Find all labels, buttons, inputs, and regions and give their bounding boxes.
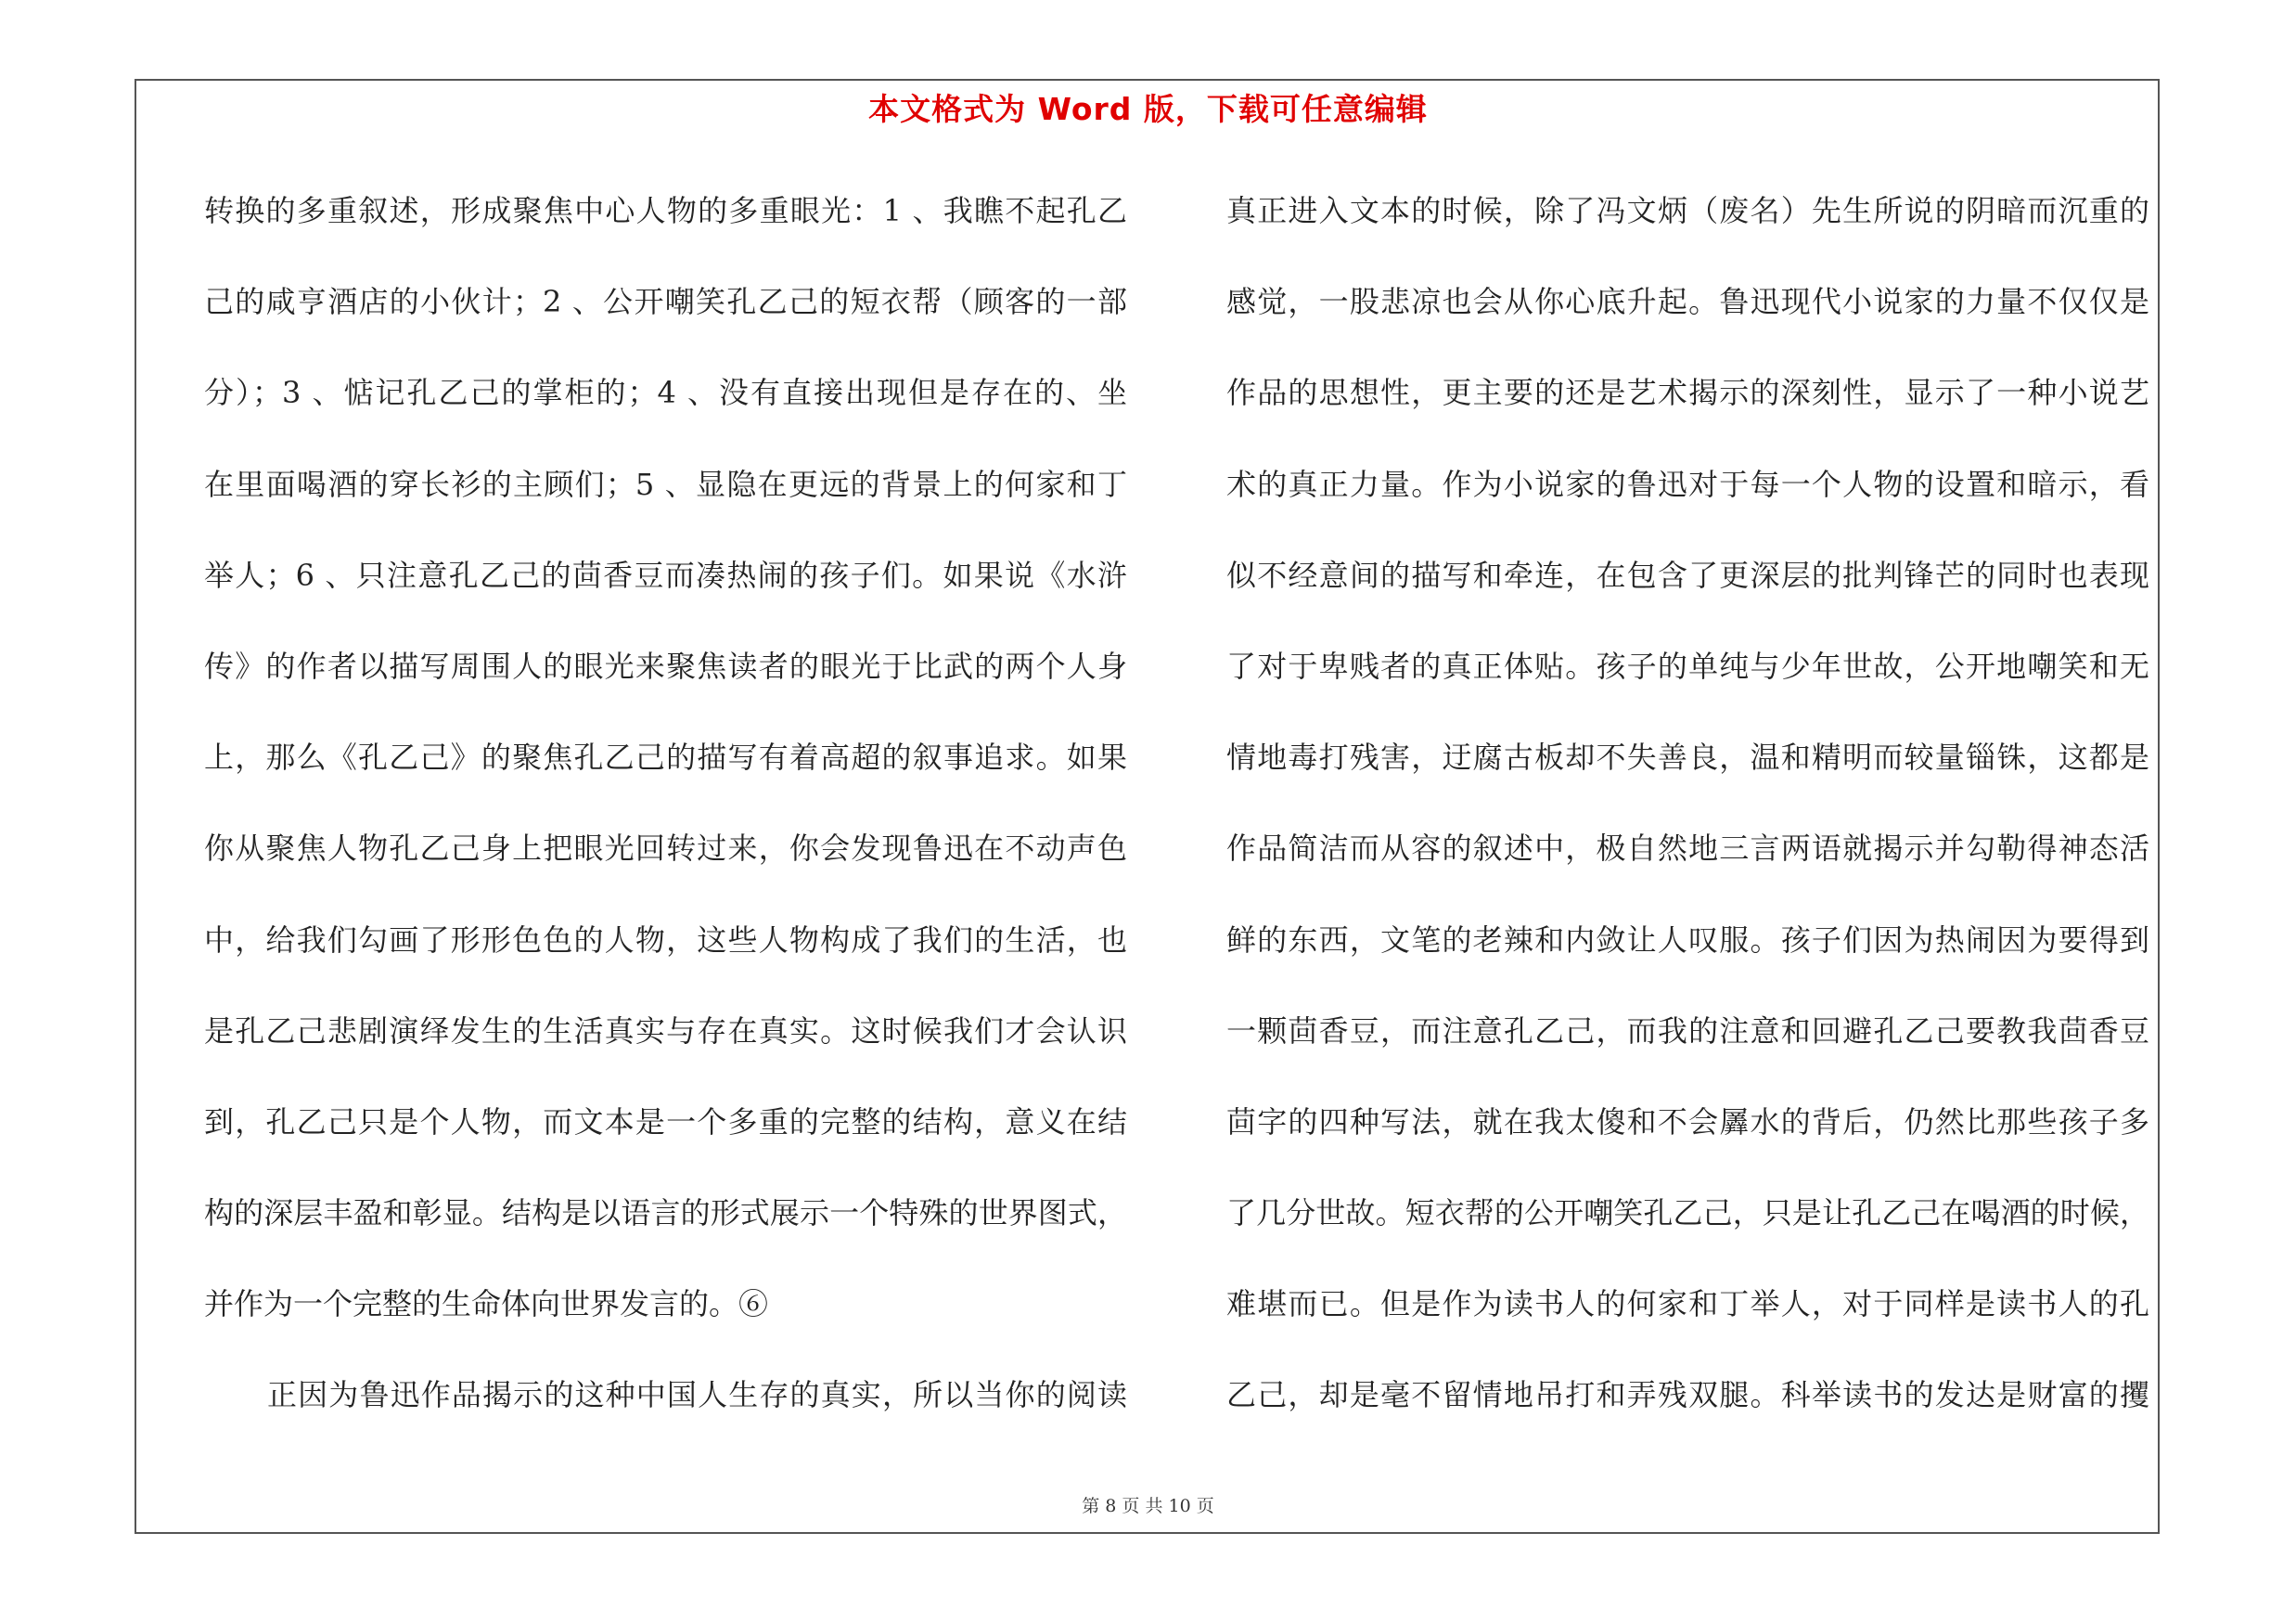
text-line: 茴字的四种写法，就在我太傻和不会羼水的背后，仍然比那些孩子多 bbox=[1226, 1103, 2149, 1140]
text-line: 难堪而已。但是作为读书人的何家和丁举人，对于同样是读书人的孔 bbox=[1226, 1286, 2149, 1322]
text-line: 传》的作者以描写周围人的眼光来聚焦读者的眼光于比武的两个人身 bbox=[204, 648, 1127, 684]
text-line: 并作为一个完整的生命体向世界发言的。⑥ bbox=[204, 1286, 769, 1322]
text-line: 真正进入文本的时候，除了冯文炳（废名）先生所说的阴暗而沉重的 bbox=[1226, 193, 2149, 228]
text-line: 了几分世故。短衣帮的公开嘲笑孔乙己，只是让孔乙己在喝酒的时候， bbox=[1226, 1195, 2149, 1231]
text-line: 举人；6 、只注意孔乙己的茴香豆而凑热闹的孩子们。如果说《水浒 bbox=[204, 557, 1127, 593]
header-banner: 本文格式为 Word 版，下载可任意编辑 bbox=[868, 91, 1428, 127]
text-line: 鲜的东西，文笔的老辣和内敛让人叹服。孩子们因为热闹因为要得到 bbox=[1226, 921, 2149, 958]
paragraph-first-line: 正因为鲁迅作品揭示的这种中国人生存的真实，所以当你的阅读 bbox=[267, 1377, 1127, 1413]
text-line: 感觉，一股悲凉也会从你心底升起。鲁迅现代小说家的力量不仅仅是 bbox=[1226, 284, 2149, 320]
text-line: 术的真正力量。作为小说家的鲁迅对于每一个人物的设置和暗示，看 bbox=[1226, 466, 2149, 502]
text-line: 是孔乙己悲剧演绎发生的生活真实与存在真实。这时候我们才会认识 bbox=[204, 1012, 1127, 1049]
text-line: 中，给我们勾画了形形色色的人物，这些人物构成了我们的生活，也 bbox=[204, 921, 1127, 958]
text-line: 分）；3 、惦记孔乙己的掌柜的；4 、没有直接出现但是存在的、坐 bbox=[204, 375, 1127, 411]
text-line: 构的深层丰盈和彰显。结构是以语言的形式展示一个特殊的世界图式， bbox=[204, 1195, 1127, 1231]
text-line: 己的咸亨酒店的小伙计；2 、公开嘲笑孔乙己的短衣帮（顾客的一部 bbox=[204, 284, 1127, 320]
text-line: 作品的思想性，更主要的还是艺术揭示的深刻性，显示了一种小说艺 bbox=[1226, 375, 2149, 411]
page-number: 第 8 页 共 10 页 bbox=[1082, 1496, 1214, 1516]
text-line: 乙己，却是毫不留情地吊打和弄残双腿。科举读书的发达是财富的攫 bbox=[1226, 1377, 2149, 1413]
text-line: 在里面喝酒的穿长衫的主顾们；5 、显隐在更远的背景上的何家和丁 bbox=[204, 466, 1127, 502]
text-line: 你从聚焦人物孔乙己身上把眼光回转过来，你会发现鲁迅在不动声色 bbox=[204, 831, 1127, 867]
text-line: 一颗茴香豆，而注意孔乙己，而我的注意和回避孔乙己要教我茴香豆 bbox=[1226, 1012, 2149, 1049]
text-line: 情地毒打残害，迂腐古板却不失善良，温和精明而较量锱铢，这都是 bbox=[1226, 740, 2149, 776]
left-text-column bbox=[204, 183, 1127, 1459]
text-line: 上，那么《孔乙己》的聚焦孔乙己的描写有着高超的叙事追求。如果 bbox=[204, 740, 1127, 776]
text-line: 作品简洁而从容的叙述中，极自然地三言两语就揭示并勾勒得神态活 bbox=[1226, 831, 2149, 867]
text-line: 似不经意间的描写和牵连，在包含了更深层的批判锋芒的同时也表现 bbox=[1226, 557, 2149, 593]
text-line: 转换的多重叙述，形成聚焦中心人物的多重眼光：1 、我瞧不起孔乙 bbox=[204, 193, 1127, 228]
right-text-column bbox=[1226, 183, 2149, 1459]
text-line: 了对于卑贱者的真正体贴。孩子的单纯与少年世故，公开地嘲笑和无 bbox=[1226, 648, 2149, 684]
text-line: 到，孔乙己只是个人物，而文本是一个多重的完整的结构，意义在结 bbox=[204, 1103, 1127, 1140]
